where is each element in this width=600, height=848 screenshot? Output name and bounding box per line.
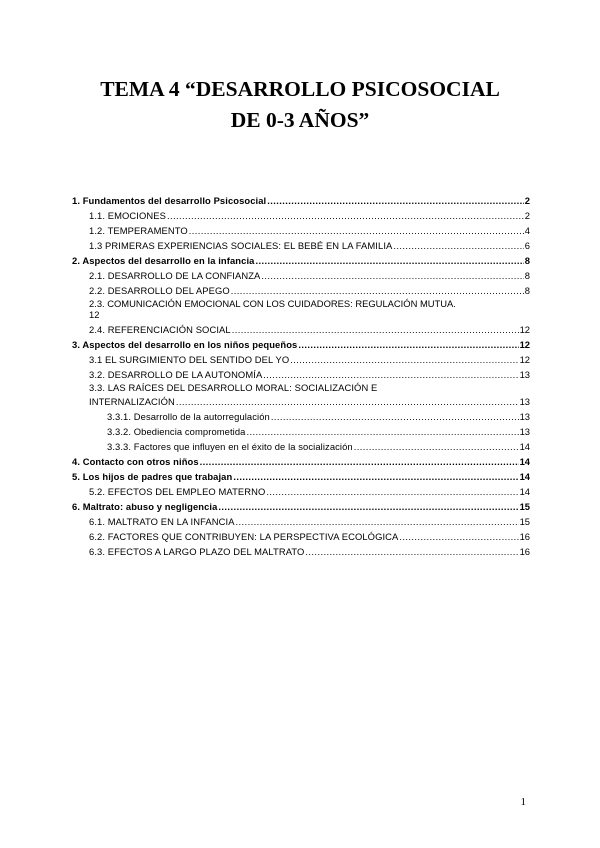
toc-entry-label: 2.1. DESARROLLO DE LA CONFIANZA — [89, 270, 261, 281]
toc-leader-dots — [271, 409, 519, 424]
toc-leader-dots — [247, 424, 519, 439]
toc-entry-label: 3.3.2. Obediencia comprometida — [107, 426, 246, 437]
toc-entry[interactable] — [72, 208, 530, 223]
toc-entry-page: 16 — [519, 531, 530, 542]
toc-entry-label: 5. Los hijos de padres que trabajan — [72, 471, 233, 482]
toc-entry-label: 5.2. EFECTOS DEL EMPLEO MATERNO — [89, 486, 266, 497]
toc-entry-page: 12 — [89, 309, 100, 320]
toc-leader-dots — [261, 268, 523, 283]
toc-entry-page: 15 — [519, 501, 530, 512]
toc-entry[interactable] — [72, 529, 530, 544]
toc-leader-dots — [218, 499, 518, 514]
toc-entry[interactable] — [72, 283, 530, 298]
toc-entry[interactable] — [72, 409, 530, 424]
toc-entry-page: 14 — [519, 486, 530, 497]
toc-entry[interactable] — [72, 544, 530, 559]
toc-entry-page: 12 — [519, 354, 530, 365]
toc-entry-label: 2.3. COMUNICACIÓN EMOCIONAL CON LOS CUIDADORES: REGULACIÓN MUTUA. — [89, 298, 456, 309]
toc-entry-page: 2 — [524, 210, 530, 221]
toc-entry-label: 3.3. LAS RAÍCES DEL DESARROLLO MORAL: SOCIALIZACIÓN E — [89, 382, 378, 393]
toc-entry-label: 6.3. EFECTOS A LARGO PLAZO DEL MALTRATO — [89, 546, 305, 557]
toc-entry-label: 3.1 EL SURGIMIENTO DEL SENTIDO DEL YO — [89, 354, 290, 365]
toc-leader-dots — [200, 454, 519, 469]
toc-leader-dots — [399, 529, 518, 544]
toc-section-entry[interactable] — [72, 193, 530, 208]
toc-entry-page: 14 — [519, 456, 530, 467]
toc-entry-page: 13 — [519, 426, 530, 437]
toc-leader-dots — [305, 544, 518, 559]
title-line-1: TEMA 4 “DESARROLLO PSICOSOCIAL — [100, 77, 500, 101]
toc-entry-label: 3.3.1. Desarrollo de la autorregulación — [107, 411, 270, 422]
toc-entry-label: 6.2. FACTORES QUE CONTRIBUYEN: LA PERSPECTIVA ECOLÓGICA — [89, 531, 399, 542]
toc-section-entry[interactable] — [72, 469, 530, 484]
toc-entry-label: 1.3 PRIMERAS EXPERIENCIAS SOCIALES: EL BEBÉ EN LA FAMILIA — [89, 240, 393, 251]
toc-leader-dots — [255, 253, 523, 268]
toc-entry-page: 6 — [524, 240, 530, 251]
page-number: 1 — [520, 796, 526, 808]
toc-entry[interactable] — [72, 352, 530, 367]
toc-leader-dots — [266, 484, 518, 499]
toc-entry[interactable] — [72, 322, 530, 337]
toc-entry-page: 13 — [519, 369, 530, 380]
document-title — [0, 74, 600, 136]
toc-leader-dots — [231, 283, 524, 298]
toc-leader-dots — [236, 514, 519, 529]
toc-leader-dots — [232, 322, 519, 337]
toc-entry-page: 2 — [524, 195, 530, 206]
toc-entry-page: 16 — [519, 546, 530, 557]
toc-entry-page: 14 — [519, 441, 530, 452]
toc-entry-page: 12 — [519, 324, 530, 335]
toc-leader-dots — [189, 223, 524, 238]
toc-entry-page: 8 — [524, 270, 530, 281]
toc-section-entry[interactable] — [72, 337, 530, 352]
toc-entry-label: 3. Aspectos del desarrollo en los niños pequeños — [72, 339, 298, 350]
toc-entry[interactable] — [72, 484, 530, 499]
table-of-contents — [72, 193, 530, 559]
toc-section-entry[interactable] — [72, 454, 530, 469]
toc-leader-dots — [354, 439, 519, 454]
toc-entry[interactable] — [72, 268, 530, 283]
toc-entry-label: 3.2. DESARROLLO DE LA AUTONOMÍA — [89, 369, 263, 380]
toc-entry-page: 13 — [519, 411, 530, 422]
toc-section-entry[interactable] — [72, 253, 530, 268]
toc-entry-label: 6.1. MALTRATO EN LA INFANCIA — [89, 516, 235, 527]
toc-entry-page: 13 — [519, 396, 530, 407]
toc-entry-label: 6. Maltrato: abuso y negligencia — [72, 501, 218, 512]
toc-entry-label: 2. Aspectos del desarrollo en la infancia — [72, 255, 255, 266]
toc-leader-dots — [267, 193, 524, 208]
toc-entry-page: 14 — [519, 471, 530, 482]
toc-entry-page: 15 — [519, 516, 530, 527]
toc-leader-dots — [176, 394, 519, 409]
toc-entry[interactable] — [72, 238, 530, 253]
toc-entry-label: 3.3.3. Factores que influyen en el éxito de la socialización — [107, 441, 353, 452]
toc-entry-label: 1.2. TEMPERAMENTO — [89, 225, 188, 236]
toc-entry[interactable] — [72, 223, 530, 238]
toc-leader-dots — [263, 367, 518, 382]
toc-entry[interactable] — [72, 367, 530, 382]
toc-entry-label: 4. Contacto con otros niños — [72, 456, 199, 467]
toc-entry-label: 2.2. DESARROLLO DEL APEGO — [89, 285, 230, 296]
toc-entry[interactable] — [72, 298, 530, 320]
toc-leader-dots — [233, 469, 518, 484]
toc-entry-page: 8 — [524, 285, 530, 296]
toc-entry[interactable] — [72, 439, 530, 454]
toc-entry[interactable] — [72, 424, 530, 439]
toc-leader-dots — [298, 337, 518, 352]
toc-entry-label: 2.4. REFERENCIACIÓN SOCIAL — [89, 324, 231, 335]
toc-entry-page: 8 — [524, 255, 530, 266]
toc-section-entry[interactable] — [72, 499, 530, 514]
toc-leader-dots — [290, 352, 518, 367]
toc-entry-label: 1.1. EMOCIONES — [89, 210, 166, 221]
toc-entry[interactable] — [72, 382, 530, 394]
toc-entry-label-continued: INTERNALIZACIÓN — [89, 396, 175, 407]
toc-entry-continuation[interactable] — [72, 394, 530, 409]
toc-leader-dots — [167, 208, 524, 223]
title-line-2: DE 0-3 AÑOS” — [230, 108, 370, 132]
toc-entry-label: 1. Fundamentos del desarrollo Psicosocial — [72, 195, 267, 206]
toc-leader-dots — [393, 238, 523, 253]
toc-entry-page: 4 — [524, 225, 530, 236]
toc-entry[interactable] — [72, 514, 530, 529]
toc-entry-page: 12 — [519, 339, 530, 350]
